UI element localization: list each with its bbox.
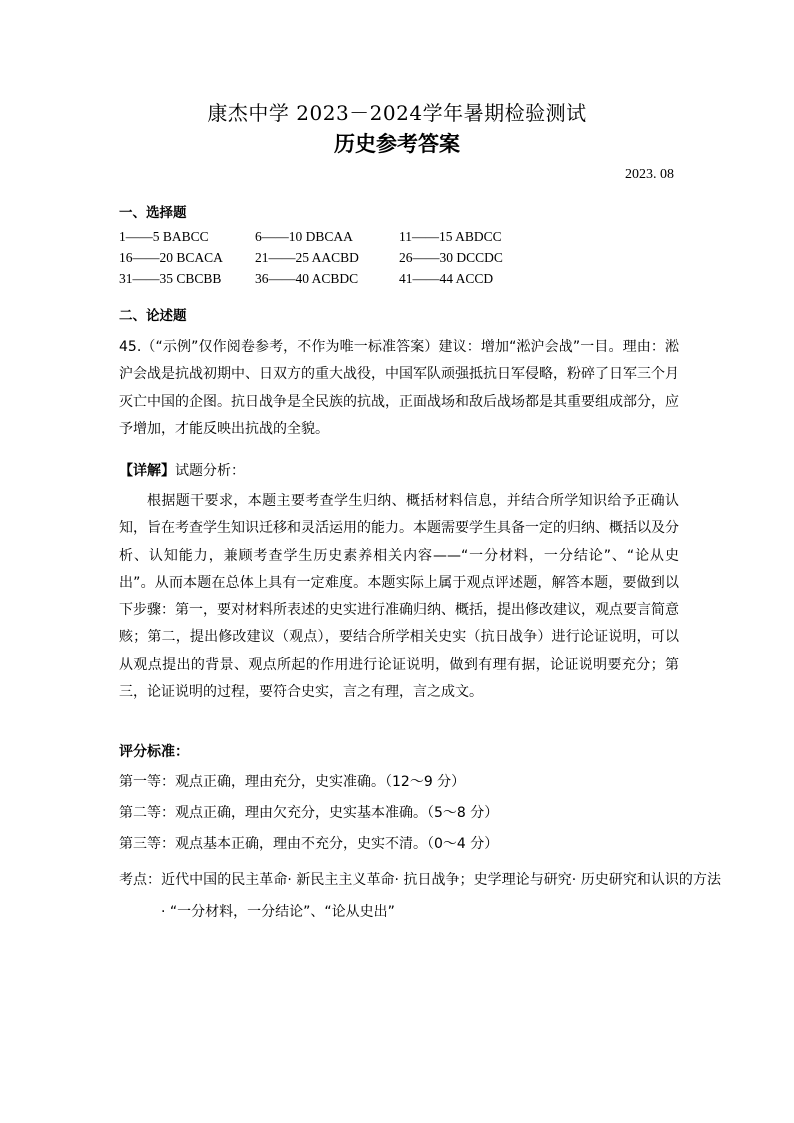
section-heading-choice: 一、选择题 (119, 205, 187, 221)
answer-group: 6——10 DBCAA (255, 229, 353, 244)
scoring-label-text: 评分标准： (119, 744, 189, 760)
grade-first: 第一等：观点正确，理由充分，史实准确。（12～9 分） (119, 774, 466, 790)
answer-group: 16——20 BCACA (119, 250, 223, 265)
document-subtitle: 历史参考答案 (334, 132, 460, 156)
kaodian-note: 考点：近代中国的民主革命· 新民主主义革命· 抗日战争；史学理论与研究· 历史研究和认识的方法· “一分材料，一分结论”、“论从史出” (119, 872, 721, 920)
answer-group: 41——44 ACCD (399, 271, 494, 286)
answer-group: 31——35 CBCBB (119, 271, 222, 286)
analysis-label (119, 461, 245, 481)
analysis-paragraph: 根据题干要求，本题主要考查学生归纳、概括材料信息，并结合所学知识给予正确认知，旨在考查学生知识迁移和灵活运用的能力。本题需要学生具备一定的归纳、概括以及分析、认知能力，兼顾考查学生历史素养相关内容——“一分材料，一分结论”、“论从史出”。从而本题在总体上具有一定难度。本题实际上属于观点评述题，解答本题，要做到以下步骤：第一，要对材料所表述的史实进行准确归纳、概括，提出修改建议，观点要言简意赅；第二，提出修改建议（观点），要结合所学相关史实（抗日战争）进行论证说明，可以从观点提出的背景、观点所起的作用进行论证说明，做到有理有据，论证说明要充分；第三，论证说明的过程，要符合史实，言之有理，言之成文。 (119, 493, 679, 701)
analysis-label-bracket: 【详解】 (119, 463, 175, 479)
answer-group: 21——25 AACBD (255, 250, 359, 265)
scoring-label (119, 742, 189, 762)
grade-second: 第二等：观点正确，理由欠充分，史实基本准确。（5～8 分） (119, 805, 499, 821)
document-title: 康杰中学 2023－2024学年暑期检验测试 (207, 101, 587, 125)
answer-group: 11——15 ABDCC (399, 229, 502, 244)
document-date: 2023. 08 (625, 167, 674, 182)
answer-group: 1——5 BABCC (119, 229, 209, 244)
section-heading-essay: 二、论述题 (119, 308, 187, 324)
analysis-label-text: 试题分析： (175, 463, 245, 479)
grade-third: 第三等：观点基本正确，理由不充分，史实不清。（0～4 分） (119, 836, 499, 852)
answer-group: 26——30 DCCDC (399, 250, 503, 265)
answer-group: 36——40 ACBDC (255, 271, 359, 286)
question-45-answer: 45.（“示例”仅作阅卷参考，不作为唯一标准答案）建议：增加“淞沪会战”一目。理由：淞沪会战是抗战初期中、日双方的重大战役，中国军队顽强抵抗日军侵略，粉碎了日军三个月灭亡中国的企图。抗日战争是全民族的抗战，正面战场和敌后战场都是其重要组成部分，应予增加，才能反映出抗战的全貌。 (119, 339, 679, 437)
